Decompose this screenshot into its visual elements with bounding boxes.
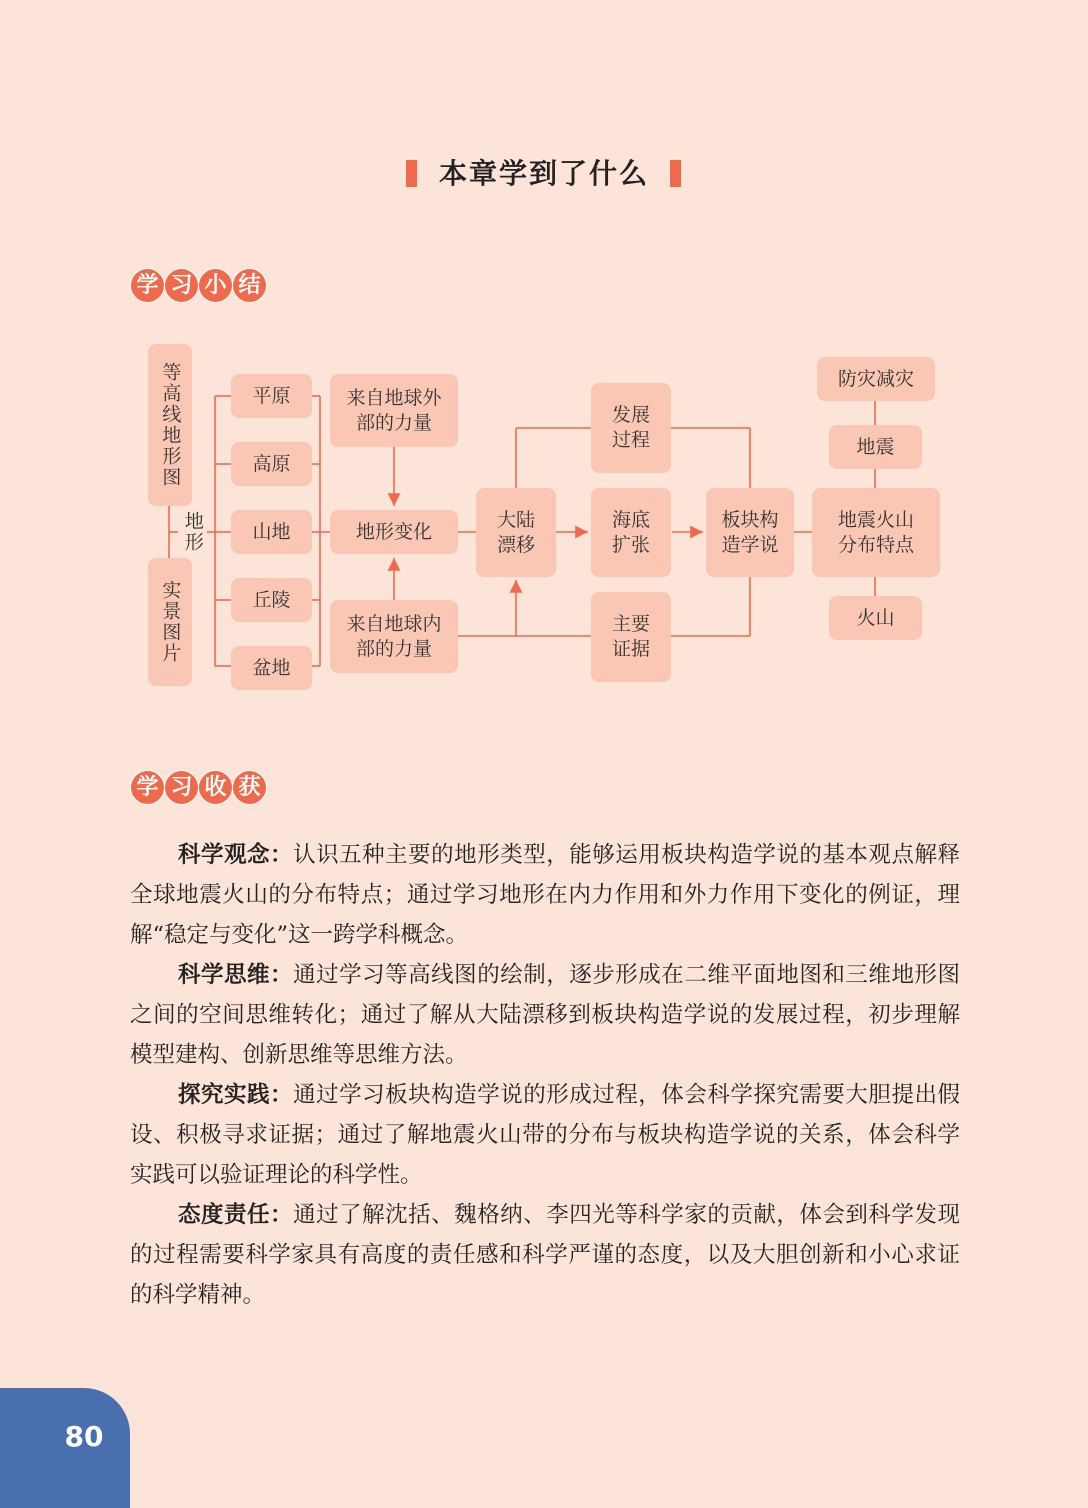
prevention-box: 防灾减灾 [817, 357, 935, 401]
badge-char: 学 [130, 268, 165, 303]
earthquake-box: 地震 [829, 425, 922, 469]
development-box: 发展过程 [591, 383, 671, 473]
badge-char: 收 [198, 770, 233, 805]
page-title: 本章学到了什么 [438, 157, 649, 190]
harvest-paragraphs [130, 835, 960, 1315]
landform-mountain: 山地 [231, 510, 312, 554]
continental-drift-box: 大陆漂移 [476, 488, 556, 577]
landform-hill: 丘陵 [231, 578, 312, 622]
badge-char: 习 [164, 268, 199, 303]
landform-label: 地形 [181, 511, 204, 553]
harvest-badge [130, 770, 266, 805]
paragraph-concept: 科学观念：认识五种主要的地形类型，能够运用板块构造学说的基本观点解释全球地震火山的分布特点；通过学习地形在内力作用和外力作用下变化的例证，理解“稳定与变化”这一跨学科概念。 [130, 842, 960, 948]
badge-char: 小 [198, 268, 233, 303]
badge-char: 结 [232, 268, 267, 303]
external-force-box: 来自地球外部的力量 [330, 374, 458, 447]
paragraph-practice: 探究实践：通过学习板块构造学说的形成过程，体会科学探究需要大胆提出假设、积极寻求证据；通过了解地震火山带的分布与板块构造学说的关系，体会科学实践可以验证理论的科学性。 [130, 1082, 960, 1188]
distribution-box: 地震火山分布特点 [812, 488, 940, 577]
plate-tectonics-box: 板块构造学说 [706, 488, 794, 577]
paragraph-thinking: 科学思维：通过学习等高线图的绘制，逐步形成在二维平面地图和三维地形图之间的空间思维转化；通过了解从大陆漂移到板块构造学说的发展过程，初步理解模型建构、创新思维等思维方法。 [130, 962, 960, 1068]
seafloor-spreading-box: 海底扩张 [591, 488, 671, 577]
photo-box: 实景图片 [148, 558, 192, 686]
badge-char: 获 [232, 770, 267, 805]
badge-char: 习 [164, 770, 199, 805]
landform-plateau: 高原 [231, 442, 312, 486]
contour-map-box: 等高线地形图 [148, 344, 192, 506]
paragraph-attitude: 态度责任：通过了解沈括、魏格纳、李四光等科学家的贡献，体会到科学发现的过程需要科学家具有高度的责任感和科学严谨的态度，以及大胆创新和小心求证的科学精神。 [130, 1202, 960, 1308]
internal-force-box: 来自地球内部的力量 [330, 600, 458, 673]
page-number: 80 [64, 1420, 104, 1453]
volcano-box: 火山 [829, 596, 922, 640]
badge-char: 学 [130, 770, 165, 805]
evidence-box: 主要证据 [591, 592, 671, 682]
landform-plain: 平原 [231, 374, 312, 418]
landform-change-box: 地形变化 [330, 510, 458, 554]
landform-basin: 盆地 [231, 646, 312, 690]
